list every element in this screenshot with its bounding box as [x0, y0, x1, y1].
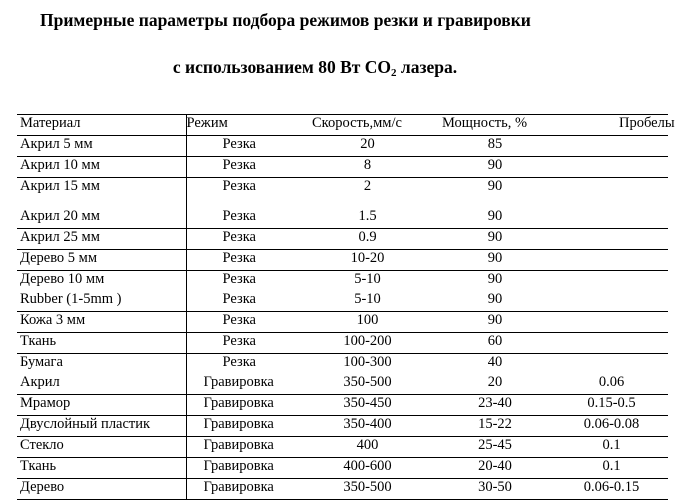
- cell-mode: Резка: [186, 178, 300, 209]
- cell-gaps: 0.1: [555, 458, 668, 479]
- cell-material: Дерево: [17, 479, 186, 500]
- cell-gaps: [555, 136, 668, 157]
- document-title: Примерные параметры подбора режимов резки и гравировки: [40, 10, 531, 30]
- cell-gaps: [555, 333, 668, 354]
- table-row: [17, 271, 668, 292]
- cell-material: Акрил: [17, 374, 186, 395]
- cell-power: 20: [487, 374, 503, 390]
- cell-gaps: [555, 208, 668, 229]
- cell-speed: 350-450: [300, 395, 435, 416]
- table-row: [17, 395, 668, 416]
- table-row: [17, 333, 668, 354]
- header-gaps: Пробелы: [555, 115, 668, 136]
- table-row: [17, 416, 668, 437]
- cell-material: Акрил 25 мм: [17, 229, 186, 250]
- table-row: [17, 458, 668, 479]
- subtitle-prefix: с использованием 80 Вт CO: [172, 57, 391, 77]
- cell-speed: 5-10: [354, 291, 381, 307]
- table-row: [17, 437, 668, 458]
- cell-mode: Резка: [222, 291, 256, 307]
- cell-power: 90: [487, 291, 503, 307]
- cell-power: 90: [435, 271, 555, 292]
- cell-power: 90: [435, 157, 555, 178]
- cell-gaps: 0.1: [555, 437, 668, 458]
- cell-gaps: [555, 271, 668, 292]
- table-row: [17, 178, 668, 209]
- cell-power: 60: [435, 333, 555, 354]
- cell-material: Стекло: [17, 437, 186, 458]
- subtitle-suffix: лазера.: [396, 57, 458, 77]
- cell-speed: 5-10: [300, 271, 435, 292]
- table-row: [17, 291, 668, 312]
- table-row: [17, 354, 668, 375]
- cell-material: Кожа 3 мм: [17, 312, 186, 333]
- cell-material: Бумага: [17, 354, 186, 375]
- cell-power: 90: [487, 208, 503, 224]
- cell-gaps: 0.15-0.5: [555, 395, 668, 416]
- cell-gaps: [555, 178, 668, 209]
- cell-speed: 100-300: [300, 354, 435, 375]
- cell-speed: 0.9: [300, 229, 435, 250]
- cell-mode: Резка: [186, 136, 300, 157]
- cell-power: 40: [435, 354, 555, 375]
- cell-mode: Резка: [222, 208, 256, 224]
- table-row: [17, 208, 668, 229]
- cell-speed: 2: [300, 178, 435, 209]
- cell-gaps: [555, 250, 668, 271]
- cell-speed: 10-20: [300, 250, 435, 271]
- table-row: [17, 479, 668, 500]
- cell-power: 30-50: [435, 479, 555, 500]
- cell-material: Двуслойный пластик: [17, 416, 186, 437]
- cell-gaps: 0.06-0.15: [555, 479, 668, 500]
- cell-speed: 350-400: [300, 416, 435, 437]
- table-header-row: [17, 115, 668, 136]
- cell-material: Акрил 15 мм: [17, 178, 186, 209]
- cell-gaps: 0.06-0.08: [555, 416, 668, 437]
- cell-speed: 400: [300, 437, 435, 458]
- cell-material: Акрил 20 мм: [17, 208, 186, 229]
- cell-material: Ткань: [17, 333, 186, 354]
- cell-mode: Гравировка: [186, 458, 300, 479]
- document-subtitle: [0, 57, 630, 79]
- table-row: [17, 157, 668, 178]
- table-row: [17, 229, 668, 250]
- cell-mode: Резка: [186, 354, 300, 375]
- cell-mode: Гравировка: [186, 437, 300, 458]
- cell-material: Акрил 5 мм: [17, 136, 186, 157]
- cell-mode: Резка: [186, 250, 300, 271]
- table-row: [17, 250, 668, 271]
- cell-speed: 100-200: [300, 333, 435, 354]
- cell-mode: Гравировка: [186, 395, 300, 416]
- cell-speed: 8: [300, 157, 435, 178]
- cell-power: 20-40: [435, 458, 555, 479]
- cell-speed: 1.5: [358, 208, 377, 224]
- cell-gaps: [555, 354, 668, 375]
- cell-gaps: 0.06: [598, 374, 625, 390]
- cell-speed: 100: [300, 312, 435, 333]
- cell-speed: 400-600: [300, 458, 435, 479]
- cell-material: Мрамор: [17, 395, 186, 416]
- cell-gaps: [555, 291, 668, 312]
- cell-mode: Гравировка: [203, 374, 274, 390]
- header-material: Материал: [17, 115, 186, 136]
- cell-material: Rubber (1-5mm ): [17, 291, 186, 312]
- cell-mode: Резка: [186, 271, 300, 292]
- cell-speed: 20: [300, 136, 435, 157]
- cell-gaps: [555, 157, 668, 178]
- cell-power: 90: [435, 250, 555, 271]
- table-row: [17, 136, 668, 157]
- cell-power: 23-40: [435, 395, 555, 416]
- cell-material: Ткань: [17, 458, 186, 479]
- cell-mode: Резка: [186, 333, 300, 354]
- subtitle-subscript: 2: [391, 67, 397, 79]
- cell-mode: Резка: [186, 157, 300, 178]
- table-row: [17, 374, 668, 395]
- cell-power: 25-45: [435, 437, 555, 458]
- cell-gaps: [555, 229, 668, 250]
- cell-gaps: [555, 312, 668, 333]
- header-mode: Режим: [186, 115, 300, 136]
- cell-speed: 350-500: [343, 374, 392, 390]
- cell-power: 90: [435, 312, 555, 333]
- cell-mode: Резка: [186, 229, 300, 250]
- cell-mode: Резка: [186, 312, 300, 333]
- cell-material: Акрил 10 мм: [17, 157, 186, 178]
- laser-params-table: [17, 114, 675, 500]
- cell-power: 90: [435, 178, 555, 209]
- cell-mode: Гравировка: [186, 416, 300, 437]
- table-row: [17, 312, 668, 333]
- cell-speed: 350-500: [300, 479, 435, 500]
- header-speed: Скорость,мм/с: [300, 115, 435, 136]
- cell-material: Дерево 5 мм: [17, 250, 186, 271]
- header-power: Мощность, %: [435, 115, 555, 136]
- cell-mode: Гравировка: [186, 479, 300, 500]
- cell-power: 15-22: [435, 416, 555, 437]
- cell-power: 90: [435, 229, 555, 250]
- cell-power: 85: [435, 136, 555, 157]
- cell-material: Дерево 10 мм: [17, 271, 186, 292]
